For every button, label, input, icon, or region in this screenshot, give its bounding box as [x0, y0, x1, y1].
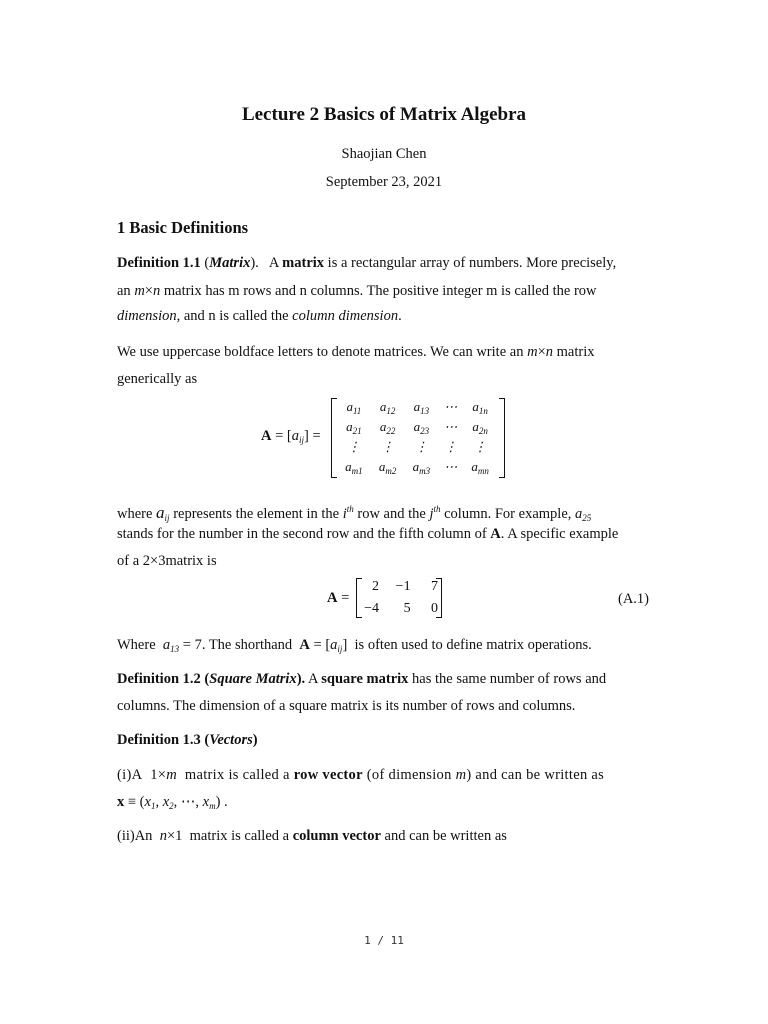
- matrix-cell: ⋯: [444, 459, 458, 474]
- section-heading: 1 Basic Definitions: [117, 218, 249, 237]
- paragraph-uppercase-line-1: We use uppercase boldface letters to denote matrices. We can write an m×n matrix: [117, 344, 595, 360]
- date: September 23, 2021: [325, 174, 443, 190]
- text: dimension: [117, 308, 177, 324]
- text: column dimension: [292, 308, 399, 324]
- definition-1-1-line-3: [117, 307, 402, 325]
- text: . The shorthand: [201, 637, 293, 653]
- matrix-right-bracket: [499, 398, 505, 478]
- matrix-row: [337, 397, 497, 417]
- text: and can be written as: [384, 828, 507, 844]
- text: We use uppercase boldface letters to denote matrices. We can write an: [117, 344, 524, 360]
- matrix-cell: ⋯: [444, 399, 458, 414]
- matrix-cell: $a_{21}$: [346, 418, 362, 436]
- matrix-cell: ⋯: [444, 419, 458, 434]
- matrix-cell: $a_{11}$: [346, 398, 362, 416]
- matrix-cell: $a_{13}$: [413, 398, 430, 416]
- text: of a: [117, 553, 140, 569]
- text: (ii)An: [117, 828, 153, 844]
- text: has the same number of rows and: [412, 671, 607, 687]
- matrix-cell: $a_{m3}$: [412, 458, 431, 476]
- matrix-cell: −4: [364, 601, 379, 616]
- term-matrix: matrix: [282, 255, 325, 271]
- matrix-cell: ⋮: [414, 439, 428, 454]
- paragraph-where-line-3: of a 2×3matrix is: [117, 553, 217, 569]
- matrix-cell: $a_{1n}$: [472, 398, 488, 416]
- document-title: Lecture 2 Basics of Matrix Algebra: [241, 104, 527, 125]
- text: represents the element in the: [173, 506, 340, 522]
- text: (i)A: [117, 767, 143, 783]
- matrix-cell: $a_{m2}$: [378, 458, 397, 476]
- matrix-equation-lhs: $A = [a_{ij}]$ =: [261, 428, 321, 445]
- author: Shaojian Chen: [341, 146, 427, 162]
- item-i-line-1: (i)A 1×m matrix is called a row vector (of dimension m) and can be written as: [117, 767, 605, 783]
- matrix-cell: −1: [395, 579, 411, 594]
- definition-1-2-line-2: columns. The dimension of a square matrix is its number of rows and columns.: [117, 698, 576, 714]
- matrix-row: [337, 457, 497, 477]
- matrix-row: [360, 576, 438, 598]
- paragraph-where-line-2: stands for the number in the second row and the fifth column of A. A specific example: [117, 526, 619, 542]
- matrix-cell: 7: [431, 579, 438, 594]
- term-row-vector: row vector: [293, 767, 363, 783]
- text: matrix has m rows and n columns. The positive integer m is called the row: [163, 283, 597, 299]
- matrix-cell: $a_{22}$: [379, 418, 396, 436]
- text: . A specific example: [500, 526, 619, 542]
- definition-1-2-line-1: Definition 1.2 (Square Matrix). A square matrix has the same number of rows and: [117, 671, 607, 687]
- definition-label: Definition 1.1: [117, 255, 201, 271]
- text: matrix is called a: [189, 828, 290, 844]
- matrix-cell: ⋮: [473, 439, 487, 454]
- text: A: [307, 671, 318, 687]
- text: is a rectangular array of numbers. More precisely,: [327, 255, 617, 271]
- text: .: [398, 308, 402, 324]
- definition-label: Definition 1.2: [117, 671, 201, 687]
- matrix-symbol: A: [261, 428, 272, 444]
- matrix-cell: ⋮: [444, 439, 458, 454]
- item-ii-line-1: (ii)An n×1 matrix is called a column vector and can be written as: [117, 828, 507, 844]
- text: matrix: [556, 344, 595, 360]
- paragraph-where-line-1: where $a_{ij}$ represents the element in the $i^{th}$ row and the $j^{th}$ column. For example, $a_{25}$: [117, 503, 592, 523]
- term-column-vector: column vector: [292, 828, 381, 844]
- text: is often used to define matrix operations.: [354, 637, 592, 653]
- matrix-row: [337, 417, 497, 437]
- text: column. For example,: [444, 506, 572, 522]
- general-matrix: [337, 397, 497, 477]
- matrix-cell: $a_{12}$: [379, 398, 396, 416]
- matrix-cell: $a_{mn}$: [471, 458, 489, 476]
- definition-1-1-line-1: Definition 1.1 (Matrix). A matrix is a rectangular array of numbers. More precisely,: [117, 255, 617, 271]
- matrix-row: [337, 437, 497, 457]
- example-matrix-lhs: A =: [327, 590, 350, 606]
- matrix-cell: $a_{23}$: [413, 418, 430, 436]
- text: matrix is called a: [184, 767, 290, 783]
- definition-name: Matrix: [209, 255, 251, 271]
- text: stands for the number in the second row and the fifth column of: [117, 526, 487, 542]
- definition-1-3-heading: Definition 1.3 (Vectors): [117, 732, 258, 748]
- definition-label: Definition 1.3: [117, 732, 201, 748]
- page-number: 1 / 11: [364, 934, 404, 947]
- matrix-row: [360, 598, 438, 620]
- text: ) and can be written as: [466, 767, 605, 783]
- item-i-line-2: $x \equiv (x_1$, $x_2$, ⋯, $x_m$) .: [117, 794, 228, 811]
- text: where: [117, 506, 153, 522]
- matrix-cell: ⋮: [381, 439, 395, 454]
- paragraph-uppercase-line-2: generically as: [117, 371, 198, 387]
- term-square-matrix: square matrix: [321, 671, 409, 687]
- text: matrix is: [165, 553, 217, 569]
- example-matrix: [360, 576, 438, 620]
- text: (of dimension: [366, 767, 452, 783]
- text: row and the: [357, 506, 426, 522]
- text: Where: [117, 637, 156, 653]
- definition-name: Vectors: [209, 732, 253, 748]
- text: A: [268, 255, 279, 271]
- definition-name: Square Matrix: [209, 671, 297, 687]
- matrix-cell: 2: [371, 579, 379, 594]
- definition-1-1-line-2: an m×n matrix has m rows and n columns. The positive integer m is called the row: [117, 283, 597, 299]
- matrix-cell: 0: [431, 601, 438, 616]
- matrix-cell: $a_{m1}$: [345, 458, 363, 476]
- matrix-cell: 5: [403, 601, 411, 616]
- matrix-cell: ⋮: [347, 439, 361, 454]
- equation-label: (A.1): [618, 591, 650, 607]
- matrix-cell: $a_{2n}$: [472, 418, 488, 436]
- paragraph-shorthand: Where $a_{13} = 7$. The shorthand $A = [a_{ij}]$ is often used to define matrix operations.: [117, 637, 592, 654]
- text: , and n is called the: [176, 308, 289, 324]
